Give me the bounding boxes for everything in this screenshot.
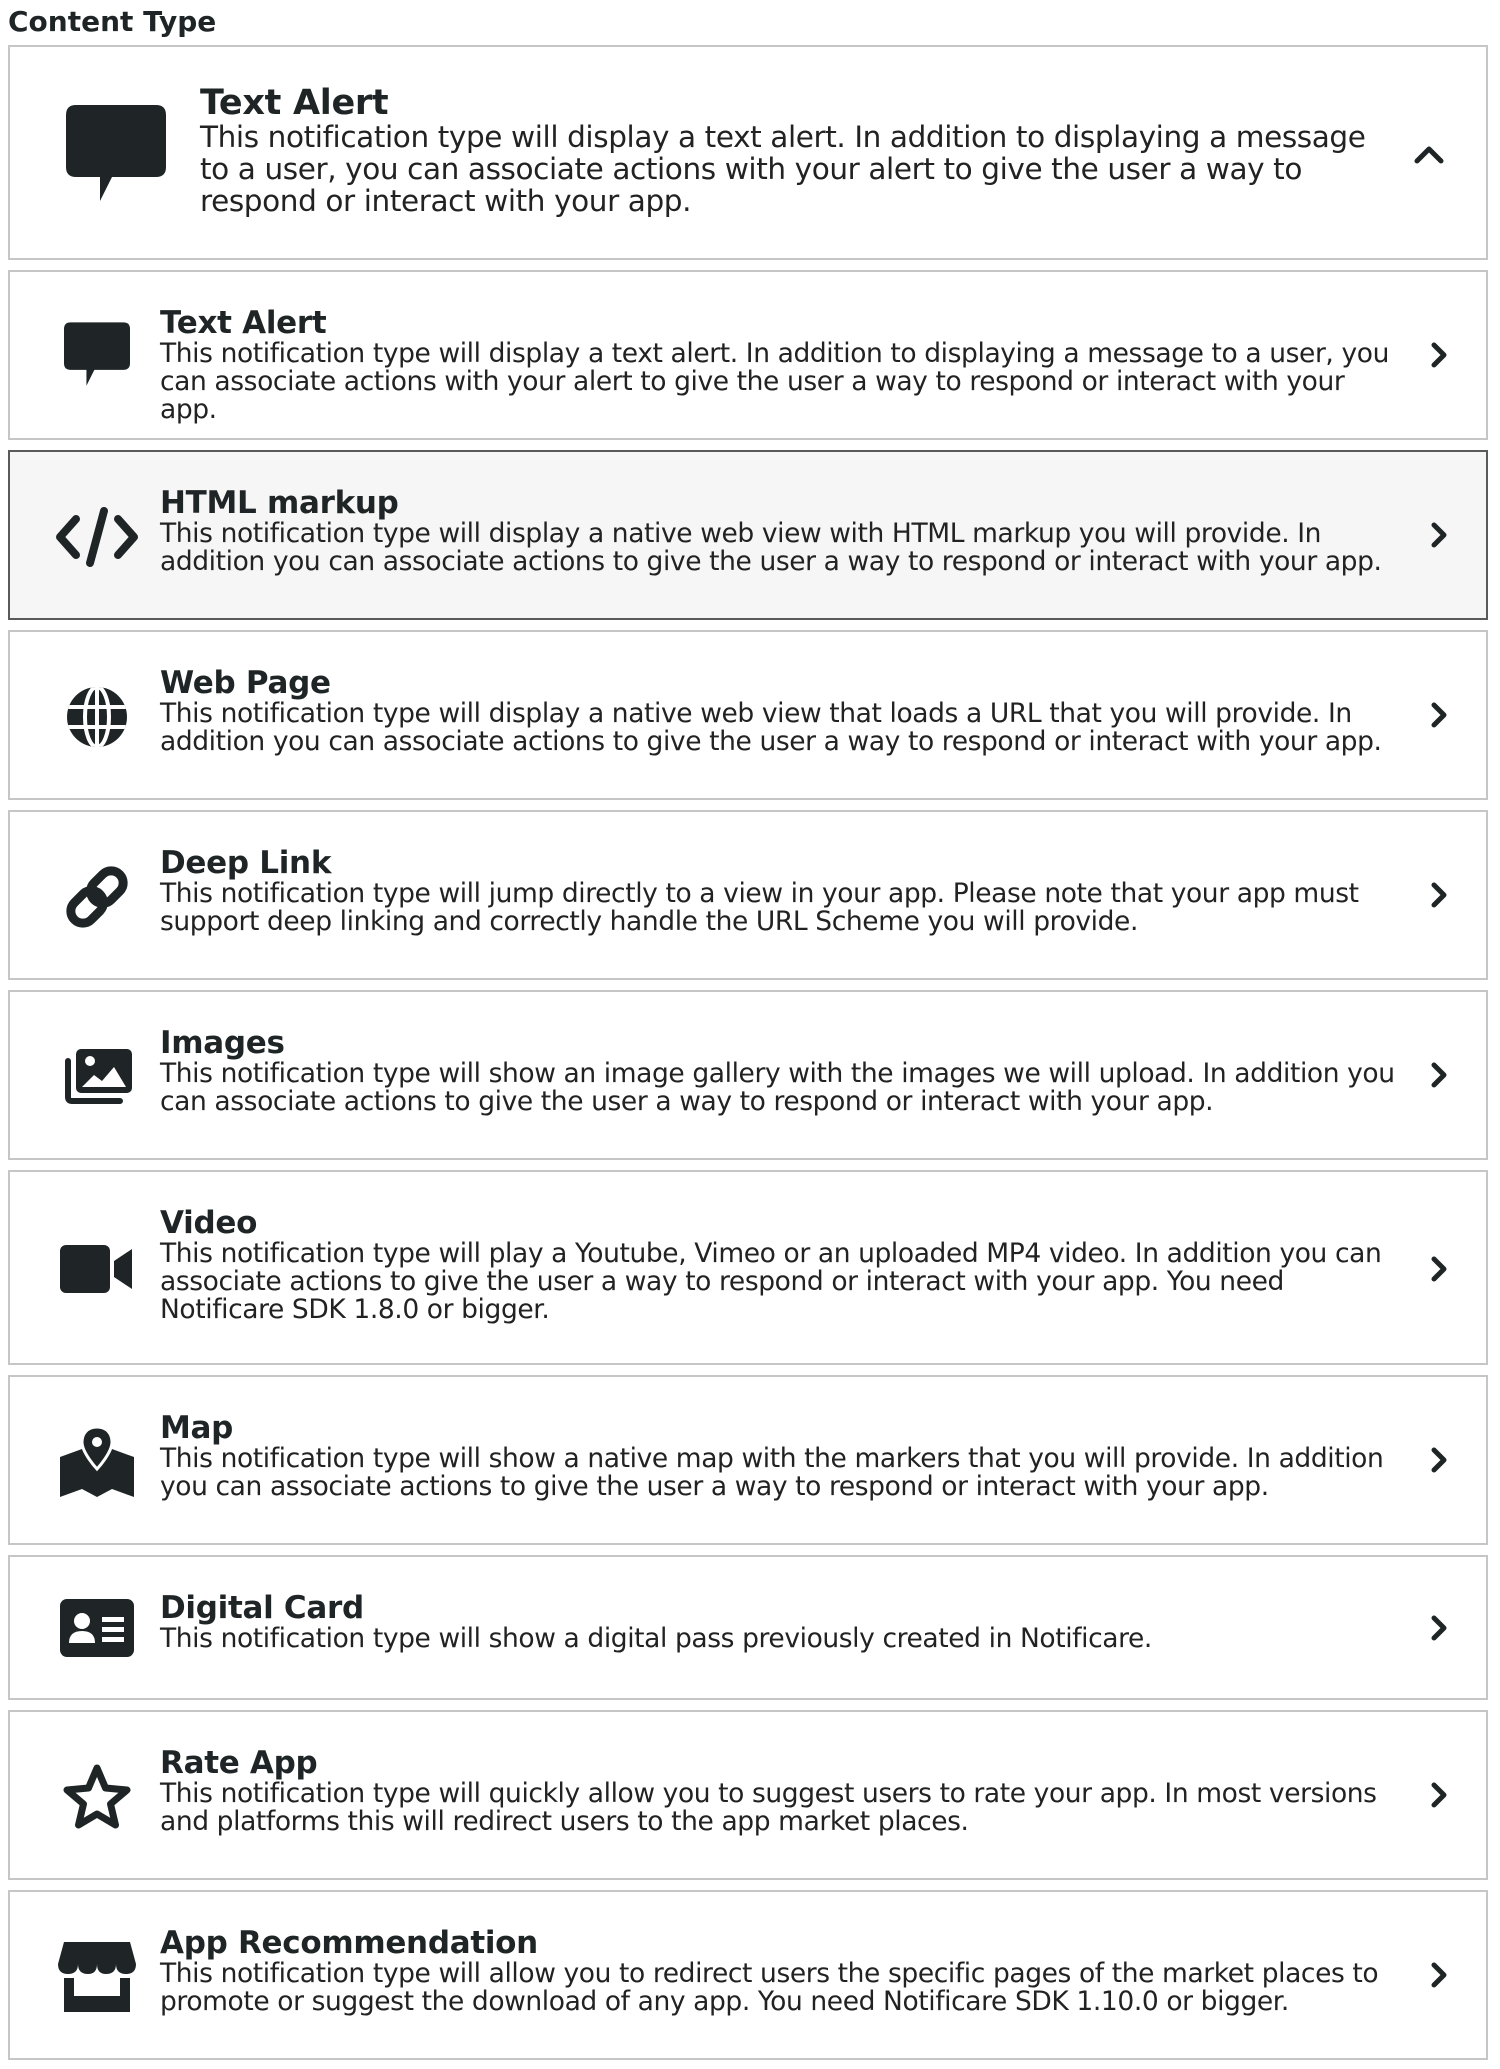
chevron-right-icon xyxy=(1424,1960,1454,1990)
map-icon xyxy=(52,1427,142,1497)
chevron-right-icon xyxy=(1424,340,1454,370)
id-card-icon xyxy=(52,1595,142,1661)
chevron-up-icon[interactable] xyxy=(1414,139,1444,169)
chevron-right-icon xyxy=(1424,1060,1454,1090)
images-icon xyxy=(52,1044,142,1110)
content-type-option-app-recommendation[interactable] xyxy=(8,1890,1488,2060)
option-title: Rate App xyxy=(160,1745,318,1781)
content-type-option-map[interactable] xyxy=(8,1375,1488,1545)
selected-description: This notification type will display a text alert. In addition to displaying a message to a user, you can associate actions with your alert to give the user a way to respond or interact with your app. xyxy=(200,120,1366,218)
chevron-right-icon xyxy=(1424,1780,1454,1810)
selected-title: Text Alert xyxy=(200,83,389,123)
option-title: App Recommendation xyxy=(160,1925,538,1961)
store-icon xyxy=(52,1942,142,2012)
content-type-option-text-alert[interactable] xyxy=(8,270,1488,440)
content-type-label: Content Type xyxy=(8,5,217,38)
chevron-right-icon xyxy=(1424,700,1454,730)
option-description: This notification type will jump directly to a view in your app. Please note that your app must support deep linking and correctly handle the URL Scheme you will provide. xyxy=(160,878,1359,937)
option-description: This notification type will display a native web view that loads a URL that you will provide. In addition you can associate actions to give the user a way to respond or interact with your app. xyxy=(160,698,1382,757)
option-title: Web Page xyxy=(160,665,331,701)
content-type-option-rate-app[interactable] xyxy=(8,1710,1488,1880)
content-type-option-web-page[interactable] xyxy=(8,630,1488,800)
option-description: This notification type will display a text alert. In addition to displaying a message to a user, you can associate actions with your alert to give the user a way to respond or interact with your app. xyxy=(160,338,1389,425)
option-title: Video xyxy=(160,1205,258,1241)
content-type-option-images[interactable] xyxy=(8,990,1488,1160)
content-type-selected[interactable] xyxy=(8,45,1488,260)
option-description: This notification type will quickly allow you to suggest users to rate your app. In most versions and platforms this will redirect users to the app market places. xyxy=(160,1778,1377,1837)
content-type-option-deep-link[interactable] xyxy=(8,810,1488,980)
chevron-right-icon xyxy=(1424,520,1454,550)
option-title: Map xyxy=(160,1410,234,1446)
option-title: Deep Link xyxy=(160,845,332,881)
speech-bubble-icon xyxy=(52,322,142,390)
option-title: Text Alert xyxy=(160,305,327,341)
option-description: This notification type will show a digital pass previously created in Notificare. xyxy=(160,1623,1152,1654)
chevron-right-icon xyxy=(1424,1445,1454,1475)
chevron-right-icon xyxy=(1424,1613,1454,1643)
option-title: Digital Card xyxy=(160,1590,364,1626)
content-type-option-video[interactable] xyxy=(8,1170,1488,1365)
globe-icon xyxy=(52,684,142,750)
chevron-right-icon xyxy=(1424,1254,1454,1284)
video-camera-icon xyxy=(52,1236,142,1302)
option-title: HTML markup xyxy=(160,485,399,521)
link-icon xyxy=(52,862,142,932)
option-description: This notification type will allow you to redirect users the specific pages of the market places to promote or suggest the download of any app. You need Notificare SDK 1.10.0 or bigger. xyxy=(160,1958,1379,2017)
chevron-right-icon xyxy=(1424,880,1454,910)
option-description: This notification type will play a Youtube, Vimeo or an uploaded MP4 video. In addition you can associate actions to give the user a way to respond or interact with your app. You need Notificare SDK 1.8.0 or bigger. xyxy=(160,1238,1382,1325)
content-type-option-digital-card[interactable] xyxy=(8,1555,1488,1700)
star-icon xyxy=(52,1762,142,1832)
option-title: Images xyxy=(160,1025,285,1061)
code-icon xyxy=(52,504,142,570)
option-description: This notification type will display a native web view with HTML markup you will provide. In addition you can associate actions to give the user a way to respond or interact with your app. xyxy=(160,518,1382,577)
content-type-option-html-markup[interactable] xyxy=(8,450,1488,620)
option-description: This notification type will show a native map with the markers that you will provide. In addition you can associate actions to give the user a way to respond or interact with your app. xyxy=(160,1443,1384,1502)
speech-bubble-icon xyxy=(62,102,170,210)
option-description: This notification type will show an image gallery with the images we will upload. In addition you can associate actions to give the user a way to respond or interact with your app. xyxy=(160,1058,1395,1117)
